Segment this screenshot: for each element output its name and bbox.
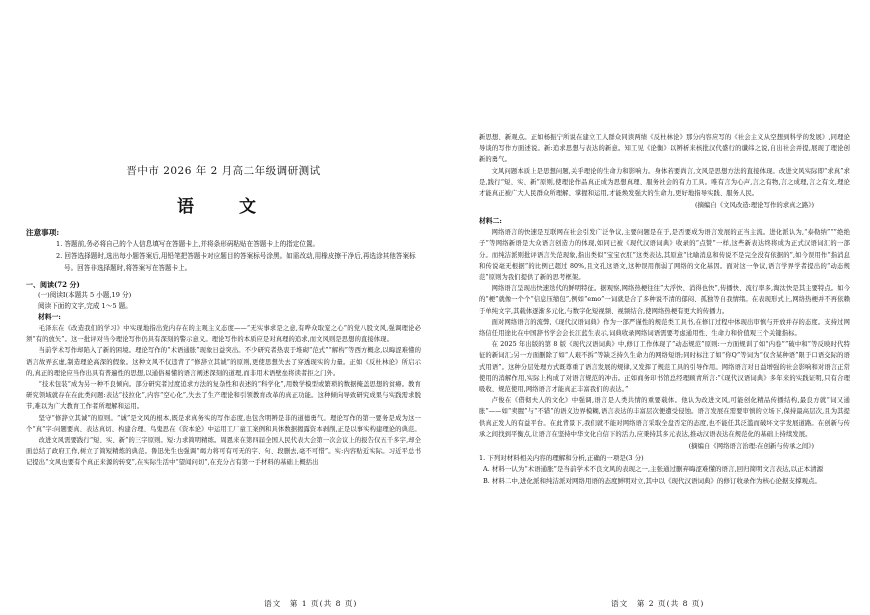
- right-page: [435, 0, 870, 615]
- paragraph: 毛泽东在《改造我们的学习》中实现地指出党内存在的主观主义态度——“无实事求是之意,有哗众取宠之心”的党八股文风,强调理论必须“有的放矢”。这一批评对当今理论写作仍具有深刻的警示意义。理论写作的本质应是对真理的追求,而文风则是思想的直接体现。: [26, 325, 421, 344]
- page-footer: 语文 第 1 页(共 8 页): [264, 599, 358, 608]
- answer-option: A. 材料一认为“术语通胀”是当前学术不良文风的表现之一,主张通过删弃晦涩难懂的语言,回归简明文言表达,以正本清源: [483, 465, 824, 474]
- paragraph: 当前学术写作却陷入了新的困境。理论写作的“术语通胀”现象日益突出。不少研究者热衷于堆砌“范式”“解构”等西方概念,以晦涩难懂的语言故弄玄虚,制造理论高深的假象。这种文风不仅违背了“修辞立其诚”的原则,更使思想失去了穿透现实的力量。正如《反杜林论》所启示的,真正的理论应当作出具有普遍性的思想,以通俗易懂的语言阐述深刻的道理,而非用术语壁垒将读者拒之门外。: [26, 347, 421, 377]
- paragraph: 网络语言的快速是互联网在社会引发广泛争议,主要问题是在于,是否要成为语言发展的正当主流。进化派认为,“泰勒纳”“”绝绝子”等网络新语是大众语言创造力的体现,如同已被《现代汉语词典》收录的“点赞”一样,这些新表达终将成为正式汉语词汇的一部分。而纯洁派则批评语言失范现象,指出类似“宝宝衣肛”这类表达,其原意“比喻消息和传说不是完全没有依据的”,如今误用作“指消息和传说毫无根据”的比例已超过 80%,且文孔这语文,这种误用削弱了网络的文化基因。面对这一争议,语言学界学者提出的“动态规范”原则为我们提供了新的思考框架。: [479, 229, 850, 282]
- notice-list: [26, 238, 421, 274]
- subsection-heading: (一)阅读Ⅰ(本题共 5 小题,19 分): [38, 291, 132, 299]
- source-citation: (摘编自《网络语言治理:在创新与传承之间》): [688, 442, 814, 451]
- answer-option: B. 材料二中,进化派和纯洁派对网络用语的态度鲜明对立,其中以《现代汉语词典》的修订收录作为核心论据支撑观点。: [483, 476, 822, 485]
- page-footer: 语文 第 2 页(共 8 页): [611, 599, 705, 608]
- section-heading: 一、阅读(72 分): [26, 280, 80, 289]
- notice-item: 1. 答题前,务必将自己的个人信息填写在答题卡上,并将条形码粘贴在答题卡上的指定位置。: [56, 240, 320, 248]
- instruction-text: 阅读下面的文字,完成 1～5 题。: [38, 302, 132, 310]
- material-label: 材料二:: [479, 217, 502, 226]
- question-stem: 1. 下列对材料相关内容的理解和分析,正确的一项是(3 分): [479, 454, 644, 463]
- source-citation: (摘编自《文风改造:理论写作的求真之路》): [695, 201, 814, 210]
- paragraph: “技术包装”成为另一种不良倾向。部分研究者过度追求方法的复杂性和表述的“科学化”,用数学模型或繁琐的数据掩盖思想的贫瘠。教育研究领域就存在在此类问题:表达“技拉化”,内容“空心化”,失去了生产理论和引领教育改革的真正功能。这种倾向导致研究成果与实践需求脱节,难以为广大教育工作者所理解和运用。: [26, 381, 421, 411]
- subject-title: 语 文: [177, 197, 270, 217]
- paragraph: 新思想、新观点。正如杨振宁所说在建立工人群众同读两绩《反杜林论》那分内容应写的《社会主义从空想到科学的发展》,同理论导谈的写作方面述说。新:追求思想与表达的新意。知工见《论衡》以辨析来核批汉代盛行的谶纬之说,自出社会并提,展现了理论创新的勇气。: [479, 134, 850, 164]
- paragraph: 面对网络语言的流弊,《现代汉语词典》作为一部严谨性的规范类工具书,在修订过程中体现出审慎与开放并存的态度。支持过网络信任用途比在中国辞书学会会长江蓝生表示,词典收录网络词语需要考虑通用性、生命力和价值观三个关键指标。: [479, 318, 850, 338]
- exam-title: 晋中市 2026 年 2 月高二年级调研测试: [126, 165, 321, 177]
- notice-heading: 注意事项:: [26, 228, 60, 237]
- paragraph: 卢俊在《借彻夫人的文化》中强调,语言是人类共情的重要载体。他认为改进文风,可能创化精品传播结构,最良方就“词又通胀”——如“卖腥”与“不错”的语义边界模糊,语言表达的丰富层次便遭受侵蚀。语言发展在需要审慎的立场下,保持最高层次,且为其提供真正发人的有益平台。在此背景下,我们就不能对网络语言采取全盘否定的态度,也不能任其泛滥而破坏文字发展道路。在创新与传承之间找到平衡点,让语言在坚持中华文化自信下的活力,应秉持其多元表达,推动汉语表达在规范化的基础上持续发展。: [479, 397, 850, 438]
- paragraph: 在 2025 年出版的第 8 版《现代汉语词典》中,修订工作体现了“动态规范”原则:一方面规训了如“内卷”“破中和”等反映时代特征的新词汇;另一方面删除了如“人艰不拆”等缺乏持久生命力的网络短语;同时标注了如“你Q”等词为“仅含某种语”限于口语交际的语式用语”。这种分层处理方式既尊重了语言发展的规律,又发挥了规范工具的引导作用。网络语言对日益增强的社会影响和对语言正常使用的消解作用,实际上构成了对语言规范的冲击。正如商务印书馆总经理顾青所言:“《现代汉语词典》多年来的实践证明,只有合理吸收、规范使用,网络语言才能真正丰富我们的表达。”: [479, 341, 850, 394]
- paragraph: 文风问题本质上是思想问题,关乎理论的生命力和影响力。身体若要尚言,文风是思想方法的直接体现。改进文风实际即“求真”求是,践行“短、实、新”原则,使理论作品真正成为思想真理、服务社会的有力工具。唯有言为心声,言之有物,言之成理,言之有文,理论才能真正被广大人民群众所理解、掌握和运用,才能焕发强大的生命力,更好地指导实践、服务人民。: [479, 167, 850, 198]
- paragraph: 网络语言呈现出快速迭代的鲜明特征。据观察,网络热梗往往“大浮快、消得也快”,传播快、流行率多,淘汰快是其主要特点。如今的“梗”就像一个个“信息压缩包”,例如“emo”一词就是合了多种说不清的郁闷、孤独等自我情绪。在表现形式上,网络热梗并不再依赖于单纯文字,其载体逐渐多元化,与数字化短视频、视频结合,使网络热梗有更大的传播力。: [479, 285, 850, 315]
- material-label: 材料一:: [38, 313, 61, 321]
- paragraph: 改进文风需要践行“短、实、新”的三字原则。短:力求简明精练。周恩来在第四届全国人民代表大会第一次会议上的报告仅五千多字,却全面总结了政府工作,树立了简短精炼的典范。鲁迅先生也强调“竭力将可有可无的字、句、段删去,毫不可惜”。实:内容贴近实际。习近平总书记提出“文风也要有个真正来源的转变”,在实际生活中“望闻问切”,在充分占有第一手材料的基础上概括出: [26, 437, 421, 467]
- paragraph: 坚守“修辞立其诚”的原则。“诚”是文风的根本,既是求真务实的写作态度,也包含明辨是非的道德勇气。理论写作的第一要务是成为这一个“真”字:问题要真、表达真切、构建合理、鸟鬼思在《资本论》中运用工厂童工案例和具体数据揭露资本剥削,正是以事实构建理论的典范。: [26, 414, 421, 433]
- notice-item: 2. 回答选择题时,选出每小题答案后,用铅笔把答题卡对应题目的答案标号涂黑。如需改动,用橡皮擦干净后,再选涂其他答案标号。回答非选择题时,将答案写在答题卡上。: [56, 252, 416, 272]
